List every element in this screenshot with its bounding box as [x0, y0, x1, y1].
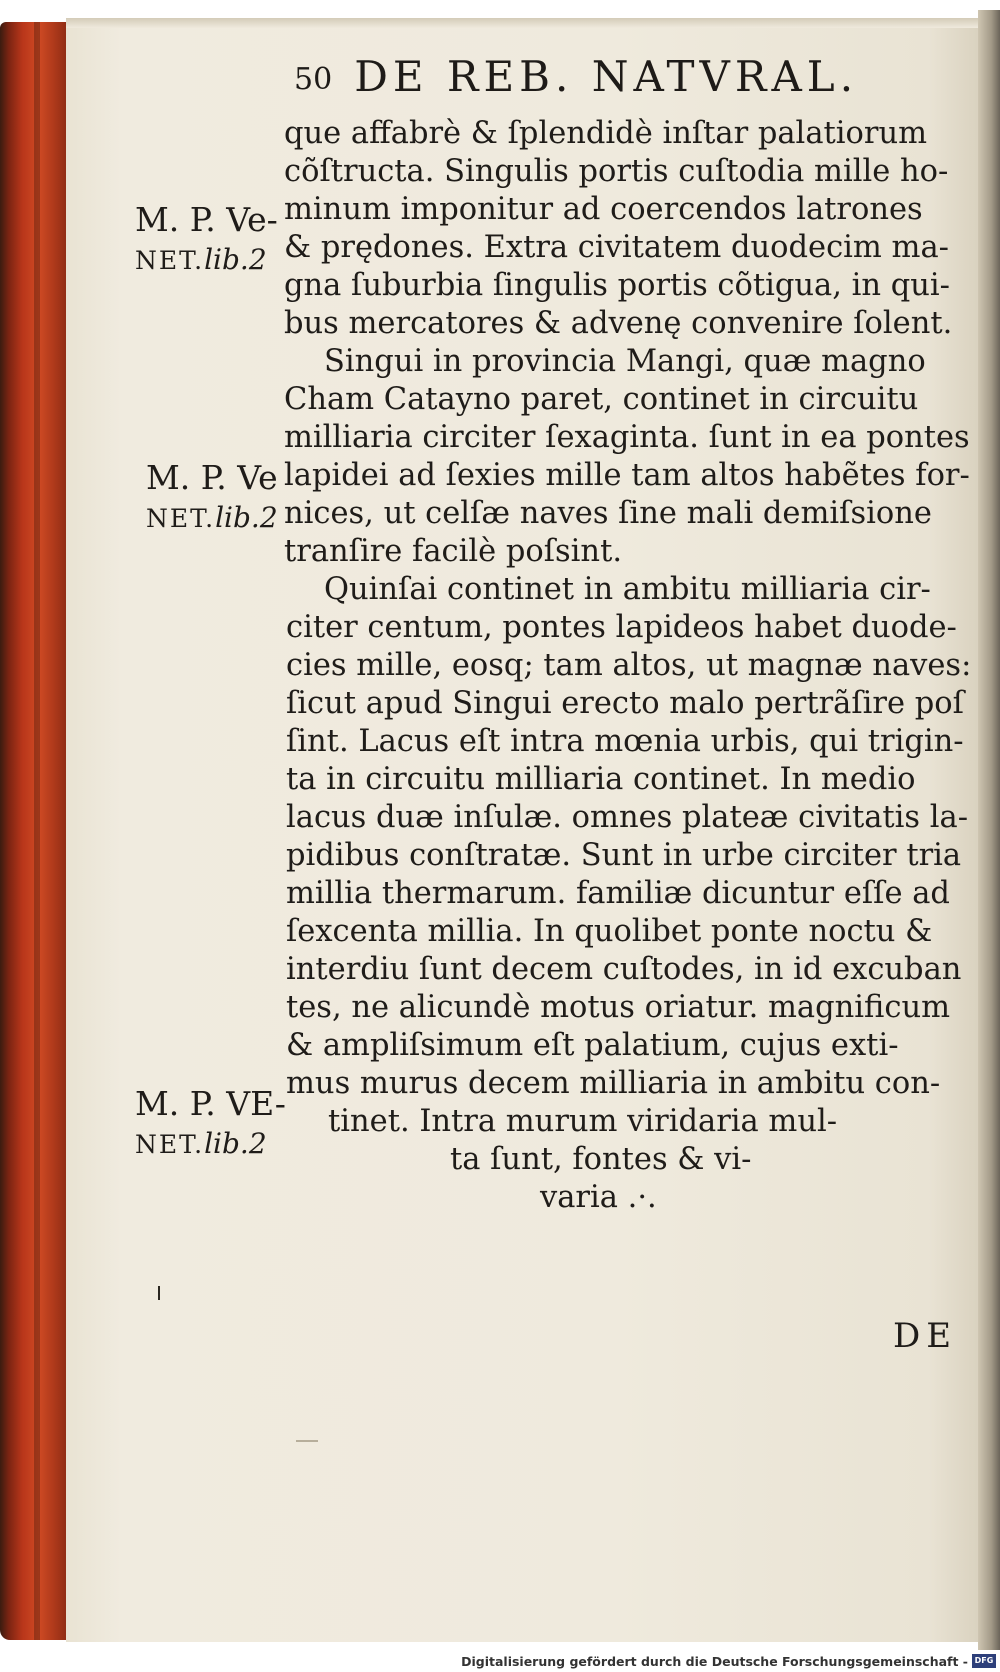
text-line: pidibus conſtratæ. Sunt in urbe circiter tria — [286, 838, 962, 873]
text-line: lacus duæ inſulæ. omnes plateæ civitatis la- — [286, 800, 969, 835]
text-line: & ampliſsimum eſt palatium, cujus exti- — [286, 1028, 899, 1063]
text-line: Quinſai continet in ambitu milliaria cir- — [324, 572, 931, 607]
text-line: & prędones. Extra civitatem duodecim ma- — [284, 230, 949, 265]
page-gutter — [978, 10, 1000, 1650]
text-line: tinet. Intra murum viridaria mul- — [328, 1104, 838, 1139]
text-line: milliaria circiter ſexaginta. ſunt in ea pontes — [284, 420, 970, 455]
text-line: lapidei ad ſexies mille tam altos habẽtes for- — [284, 458, 970, 493]
text-line: que affabrè & ſplendidè inſtar palatiorum — [284, 116, 928, 151]
dfg-logo: DFG — [972, 1654, 996, 1668]
marginal-note-text: NET. — [135, 246, 205, 275]
footer-credit: Digitalisierung gefördert durch die Deutsche Forschungsgemeinschaft - — [461, 1654, 968, 1669]
running-head — [294, 52, 934, 104]
marginal-note-ref: lib.2 — [204, 1127, 267, 1160]
marginal-note — [135, 200, 278, 281]
text-line: Singui in provincia Mangi, quæ magno — [324, 344, 926, 379]
text-line: cõſtructa. Singulis portis cuſtodia mille ho- — [284, 154, 949, 189]
marginal-note-text: NET. — [135, 1130, 205, 1159]
text-line: ſint. Lacus eſt intra mœnia urbis, qui trigin- — [286, 724, 964, 759]
text-line: ſexcenta millia. In quolibet ponte noctu & — [286, 914, 933, 949]
marginal-note-line — [135, 240, 278, 281]
catchword: DE — [893, 1316, 958, 1356]
marginal-note-line — [135, 1124, 286, 1165]
text-line: minum imponitur ad coercendos latrones — [284, 192, 923, 227]
ink-mark — [158, 1286, 160, 1300]
text-line: citer centum, pontes lapideos habet duode- — [286, 610, 957, 645]
text-line: nices, ut celſæ naves ſine mali demiſsione — [284, 496, 932, 531]
marginal-note-line: M. P. VE- — [135, 1084, 286, 1123]
marginal-note — [146, 458, 278, 539]
text-line: varia .·. — [540, 1180, 657, 1215]
text-line: interdiu ſunt decem cuſtodes, in id excuban — [286, 952, 962, 987]
marginal-note-line — [146, 498, 278, 539]
marginal-note-line: M. P. Ve- — [135, 200, 278, 239]
text-line: ta in circuitu milliaria continet. In medio — [286, 762, 916, 797]
marginal-note-line: M. P. Ve — [146, 458, 278, 497]
marginal-note-ref: lib.2 — [204, 243, 267, 276]
text-line: ſicut apud Singui erecto malo pertrãſire poſ — [286, 686, 964, 721]
text-line: ta ſunt, fontes & vi- — [450, 1142, 752, 1177]
text-line: mus murus decem milliaria in ambitu con- — [286, 1066, 941, 1101]
text-line: millia thermarum. familiæ dicuntur eſſe ad — [286, 876, 950, 911]
text-line: cies mille, eosq; tam altos, ut magnæ naves: — [286, 648, 972, 683]
page-number: 50 — [294, 62, 333, 97]
page-top-shadow — [66, 18, 984, 28]
edge-stripe — [34, 22, 40, 1640]
marginal-note — [135, 1084, 286, 1165]
marginal-note-text: NET. — [146, 504, 216, 533]
text-line: tranſire facilè poſsint. — [284, 534, 623, 569]
text-line: Cham Catayno paret, continet in circuitu — [284, 382, 919, 417]
text-line: bus mercatores & advenę convenire ſolent. — [284, 306, 953, 341]
text-line: tes, ne alicundè motus oriatur. magnificum — [286, 990, 951, 1025]
running-title: DE REB. NATVRAL. — [354, 52, 859, 101]
marginal-note-ref: lib.2 — [215, 501, 278, 534]
ink-mark — [296, 1440, 318, 1442]
text-line: gna ſuburbia ſingulis portis cõtigua, in qui- — [284, 268, 950, 303]
